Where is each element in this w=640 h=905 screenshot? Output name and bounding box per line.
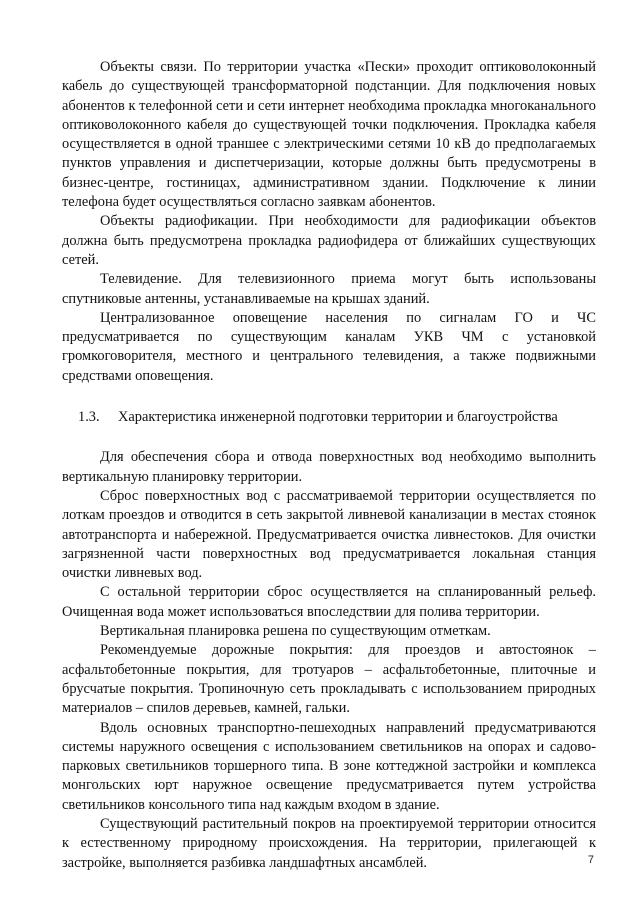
paragraph-communication-objects: Объекты связи. По территории участка «Пески» проходит оптиковолоконный кабель до существующей трансформаторной подстанции. Для подключения новых абонентов к телефонной сети и сети интернет необходима прокладка многоканального оптиковолоконного кабеля до существующей точки подключения. Прокладка кабеля осуществляется в одной траншее с электрическими сетями 10 кВ до предполагаемых пунктов управления и диспетчеризации, которые должны быть предусмотрены в бизнес-центре, гостиницах, административном здании. Подключение к линии телефона будет осуществляться согласно заявкам абонентов. [62,59,596,211]
paragraph-vegetation: Существующий растительный покров на проектируемой территории относится к естественному природному происхождения. На территории, прилегающей к застройке, выполняется разбивка ландшафтных ансамблей. [62,815,596,871]
paragraph-radio-objects: Объекты радиофикации. При необходимости для радиофикации объектов должна быть предусмотрена прокладка радиофидера от ближайших существующих сетей. [62,213,596,268]
paragraph-outdoor-lighting: Вдоль основных транспортно-пешеходных направлений предусматриваются системы наружного освещения с использованием светильников на опорах и садово-парковых светильников торшерного типа. В зоне коттеджной застройки и комплекса монгольских юрт наружное освещение предусматривается путем устройства светильников консольного типа над каждым входом в здание. [62,719,596,813]
section-heading [62,408,596,427]
document-page [62,58,596,873]
section-heading-number: 1.3. [78,409,100,426]
paragraph-remaining-territory: С остальной территории сброс осуществляется на спланированный рельеф. Очищенная вода может использоваться впоследствии для полива территории. [62,584,596,620]
paragraph-vertical-planning: Вертикальная планировка решена по существующим отметкам. [100,623,491,640]
paragraph-television: Телевидение. Для телевизионного приема могут быть использованы спутниковые антенны, устанавливаемые на крышах зданий. [62,271,596,307]
paragraph-public-warning: Централизованное оповещение населения по сигналам ГО и ЧС предусматривается по существующим каналам УКВ ЧМ с установкой громкоговорителя, местного и центрального телевидения, а также подвижными средствами оповещения. [62,309,596,384]
paragraph-surface-water-discharge: Сброс поверхностных вод с рассматриваемой территории осуществляется по лоткам проездов и отводится в сеть закрытой ливневой канализации в местах стоянок автотранспорта и набережной. Предусматривается очистка ливнестоков. Для очистки загрязненной части поверхностных вод предусматривается локальная станция очистки ливневых вод. [62,487,596,582]
paragraph-water-drainage: Для обеспечения сбора и отвода поверхностных вод необходимо выполнить вертикальную планировку территории. [62,449,596,485]
paragraph-road-coverings: Рекомендуемые дорожные покрытия: для проездов и автостоянок – асфальтобетонные покрытия, для тротуаров – асфальтобетонные, плиточные и брусчатые покрытия. Тропиночную сеть прокладывать с использованием природных материалов – спилов деревьев, камней, гальки. [62,642,596,717]
page-number: 7 [587,854,594,866]
section-engineering-preparation [62,448,596,873]
section-communications [62,58,596,386]
section-heading-title: Характеристика инженерной подготовки территории и благоустройства [118,409,558,426]
